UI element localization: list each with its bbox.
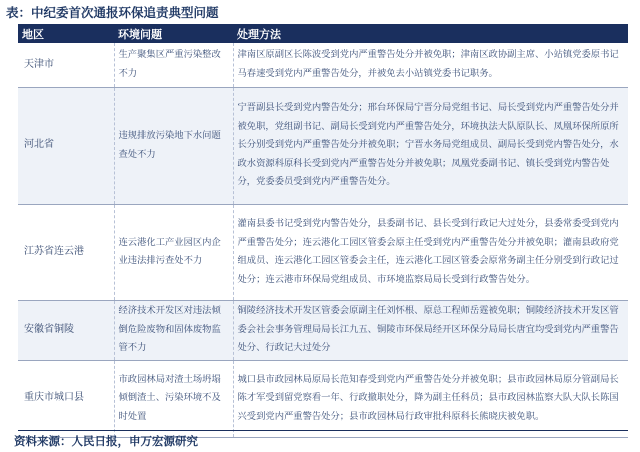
data-table — [18, 24, 628, 438]
region-cell: 安徽省铜陵 — [18, 300, 114, 360]
method-cell: 灌南县委书记受到党内警告处分，县委副书记、县长受到行政记大过处分，县委常委受到党内严重警告处分；连云港化工园区管委会原主任受到党内严重警告处分并被免职；灌南县政府党组成员、连云港化工园区管委会主任，连云港化工园区管委会原常务副主任分别受到行政记过处分；连云港市环保局党组成员、市环境监察局局长受到行政警告处分。 — [233, 204, 628, 300]
method-cell: 津南区原副区长陈波受到党内严重警告处分并被免职；津南区政协副主席、小站镇党委原书记马春速受到党内严重警告处分，并被免去小站镇党委书记职务。 — [233, 43, 628, 87]
method-cell: 宁晋副县长受到党内警告处分；邢台环保局宁晋分局党组书记、局长受到党内严重警告处分并被免职，党组副书记、副局长受到党内严重警告处分，环境执法大队原队长、凤凰环保所原所长分别受到党内严重警告处分并被免职；宁晋水务局党组成员、副局长受到党内警告处分，水政水资源科原科长受到党内严重警告处分并被免职；凤凰党委副书记、镇长受到党内警告处分，党委委员受到党内严重警告处分。 — [233, 87, 628, 204]
issue-cell: 经济技术开发区对违法倾倒危险废物和固体废物监管不力 — [114, 300, 233, 360]
table-row — [18, 360, 628, 437]
issue-cell: 连云港化工产业园区内企业违法排污查处不力 — [114, 204, 233, 300]
column-header-method: 处理方法 — [233, 24, 628, 43]
region-cell: 江苏省连云港 — [18, 204, 114, 300]
table-header-row — [18, 24, 628, 43]
column-header-region: 地区 — [18, 24, 114, 43]
column-header-issue: 环境问题 — [114, 24, 233, 43]
region-cell: 天津市 — [18, 43, 114, 87]
issue-cell: 违规排放污染地下水问题查处不力 — [114, 87, 233, 204]
table-row — [18, 204, 628, 300]
method-cell: 铜陵经济技术开发区管委会原副主任刘怀根、原总工程师岳霆被免职；铜陵经济技术开发区管委会社会事务管理局局长江九五、铜陵市环保局经开区环保分局局长唐宜均受到党内严重警告处分、行政记大过处分 — [233, 300, 628, 360]
table-row — [18, 43, 628, 87]
issue-cell: 市政园林局对渣土场坍塌倾倒渣土、污染环境不及时处置 — [114, 360, 233, 437]
method-cell: 城口县市政园林局原局长范知春受到党内严重警告处分并被免职；县市政园林局原分管副局长陈才军受到留党察看一年、行政撤职处分，降为副主任科员；县市政园林监察大队大队长陈国兴受到党内严重警告处分；县市政园林局行政审批科原科长熊晓庆被免职。 — [233, 360, 628, 437]
table-row — [18, 87, 628, 204]
table-title: 表：中纪委首次通报环保追责典型问题 — [6, 5, 219, 20]
issue-cell: 生产聚集区严重污染整改不力 — [114, 43, 233, 87]
table-row — [18, 300, 628, 360]
source-note: 资料来源：人民日报，申万宏源研究 — [14, 434, 198, 448]
region-cell: 河北省 — [18, 87, 114, 204]
region-cell: 重庆市城口县 — [18, 360, 114, 437]
source-divider — [18, 430, 628, 431]
